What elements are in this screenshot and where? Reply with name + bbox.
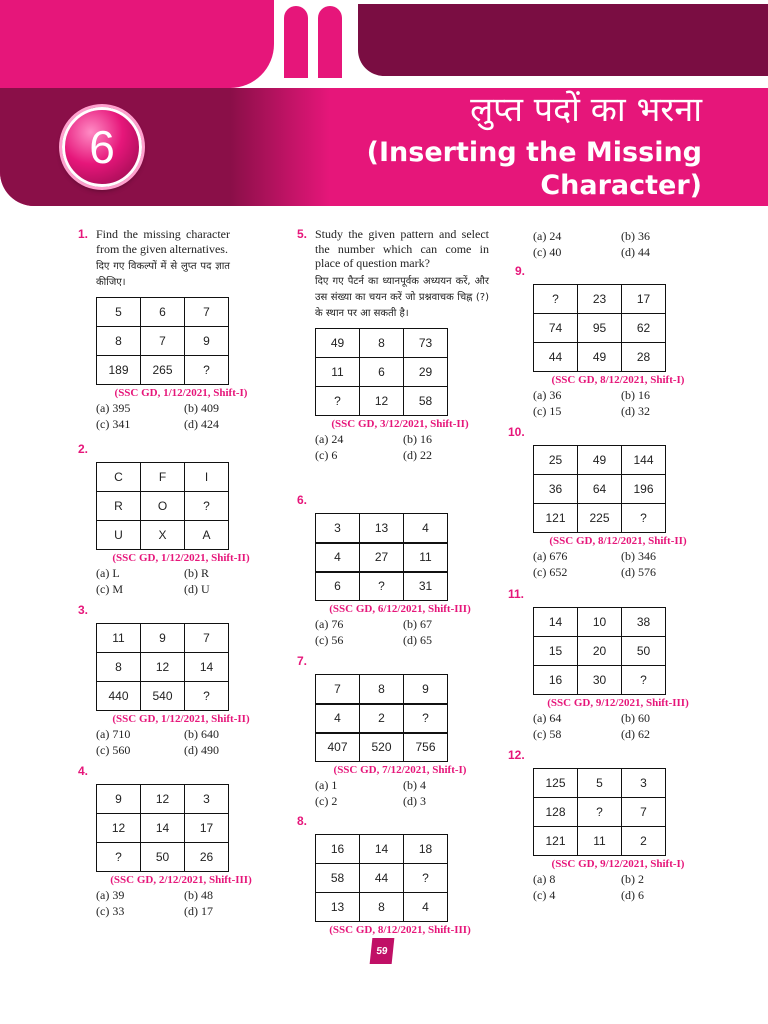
page-number-label: 59 (375, 945, 389, 957)
grid-cell: 12 (141, 653, 185, 682)
question-number: 8. (297, 814, 308, 828)
option-c[interactable]: (c) 15 (533, 404, 562, 418)
grid-cell: ? (185, 682, 229, 711)
question-number: 11. (508, 587, 525, 601)
option-a[interactable]: (a) 64 (533, 711, 562, 725)
option-d[interactable]: (d) 22 (403, 447, 432, 462)
option-d[interactable]: (d) U (184, 582, 210, 596)
option-b[interactable]: (b) 48 (184, 888, 213, 902)
grid-cell: 25 (534, 446, 578, 475)
grid-cell: 121 (534, 504, 578, 533)
question-text: Study the given pattern and select the number which can come in place of question mark? (315, 227, 489, 270)
answer-options (533, 871, 708, 903)
grid-cell: A (185, 521, 229, 550)
grid-cell: 6 (360, 357, 404, 386)
grid-cell: 9 (404, 675, 448, 704)
question-source: (SSC GD, 8/12/2021, Shift-I) (551, 374, 685, 386)
grid-cell: 8 (97, 653, 141, 682)
grid-cell: 38 (622, 608, 666, 637)
answer-options (315, 616, 487, 648)
grid-cell: 64 (578, 475, 622, 504)
option-b[interactable]: (b) 640 (184, 727, 219, 741)
grid-cell: 49 (316, 328, 360, 357)
answer-options (96, 565, 268, 597)
grid-cell: 29 (404, 357, 448, 386)
option-b[interactable]: (b) R (184, 566, 209, 580)
grid-cell: ? (622, 666, 666, 695)
question-12 (508, 748, 708, 903)
grid-cell: ? (185, 492, 229, 521)
option-a[interactable]: (a) 76 (315, 617, 344, 631)
question-source: (SSC GD, 6/12/2021, Shift-III) (329, 603, 471, 615)
grid-cell: 14 (141, 814, 185, 843)
grid-cell: I (185, 463, 229, 492)
question-text: Find the missing character from the given alternatives. (96, 227, 230, 256)
option-a[interactable]: (a) 710 (96, 727, 131, 741)
grid-cell: 3 (316, 514, 360, 543)
grid-cell: C (97, 463, 141, 492)
question-number: 9. (515, 264, 526, 278)
grid-cell: 44 (360, 864, 404, 893)
grid-cell: 73 (404, 328, 448, 357)
grid-cell: 18 (404, 835, 448, 864)
question-source: (SSC GD, 8/12/2021, Shift-III) (329, 924, 471, 936)
question-number: 12. (508, 748, 525, 762)
question-4 (78, 764, 268, 919)
grid-cell: ? (578, 798, 622, 827)
option-a[interactable]: (a) 36 (533, 388, 562, 402)
grid-cell: ? (185, 356, 229, 385)
option-b[interactable]: (b) 2 (621, 872, 644, 886)
option-c[interactable]: (c) 40 (533, 245, 562, 259)
grid-cell: 8 (360, 893, 404, 922)
grid-cell: 11 (316, 357, 360, 386)
question-number: 1. (78, 227, 89, 241)
grid-cell: 3 (185, 785, 229, 814)
grid-cell: 265 (141, 356, 185, 385)
grid-cell: 144 (622, 446, 666, 475)
grid-cell: 36 (534, 475, 578, 504)
header-banner-right (358, 4, 768, 76)
question-1 (78, 227, 248, 432)
page-number (370, 938, 395, 964)
question-8-options (533, 228, 713, 260)
answer-options (533, 710, 708, 742)
grid-cell: 7 (622, 798, 666, 827)
grid-cell: 407 (316, 733, 360, 762)
option-d[interactable]: (d) 32 (621, 404, 650, 418)
grid-cell: 23 (578, 285, 622, 314)
grid-cell: 756 (404, 733, 448, 762)
option-d[interactable]: (d) 65 (403, 633, 432, 647)
option-a[interactable]: (a) 1 (315, 778, 338, 792)
answer-options (315, 431, 489, 463)
option-c[interactable]: (c) 2 (315, 794, 338, 808)
question-source: (SSC GD, 3/12/2021, Shift-II) (331, 417, 469, 430)
grid-cell: 17 (622, 285, 666, 314)
option-c[interactable]: (c) 56 (315, 633, 344, 647)
option-b[interactable]: (b) 16 (621, 388, 650, 402)
answer-options (533, 387, 715, 419)
grid-cell: 5 (578, 769, 622, 798)
option-c[interactable]: (c) 652 (533, 565, 568, 579)
grid-cell: 9 (97, 785, 141, 814)
option-d[interactable]: (d) 3 (403, 794, 426, 808)
grid-cell: 520 (360, 733, 404, 762)
grid-cell: 17 (185, 814, 229, 843)
grid-cell: 6 (141, 298, 185, 327)
question-10 (508, 425, 708, 580)
question-11 (508, 587, 708, 742)
grid-cell: 5 (97, 298, 141, 327)
grid-cell: 196 (622, 475, 666, 504)
grid-cell: 12 (141, 785, 185, 814)
question-grid (315, 328, 448, 416)
question-grid (315, 674, 448, 762)
header-banner-left (0, 0, 274, 88)
grid-cell: 20 (578, 637, 622, 666)
option-d[interactable]: (d) 424 (184, 417, 219, 431)
chapter-title-english: (Inserting the Missing Character) (366, 137, 702, 201)
grid-cell: ? (404, 864, 448, 893)
grid-cell: X (141, 521, 185, 550)
grid-cell: 540 (141, 682, 185, 711)
option-b[interactable]: (b) 36 (621, 229, 650, 243)
grid-cell: 30 (578, 666, 622, 695)
question-3 (78, 603, 268, 758)
question-source: (SSC GD, 1/12/2021, Shift-II) (112, 713, 250, 725)
grid-cell: 58 (316, 864, 360, 893)
answer-options (315, 777, 487, 809)
option-b[interactable]: (b) 4 (403, 778, 426, 792)
option-a[interactable]: (a) 676 (533, 549, 568, 563)
question-8 (297, 814, 487, 937)
grid-cell: 14 (185, 653, 229, 682)
grid-cell: 189 (97, 356, 141, 385)
grid-cell: 50 (141, 843, 185, 872)
grid-cell: 440 (97, 682, 141, 711)
grid-cell: 10 (578, 608, 622, 637)
grid-cell: 31 (404, 572, 448, 601)
option-d[interactable]: (d) 490 (184, 743, 219, 757)
grid-cell: 9 (141, 624, 185, 653)
grid-cell: ? (404, 704, 448, 733)
grid-cell: 4 (404, 893, 448, 922)
grid-cell: 121 (534, 827, 578, 856)
grid-cell: O (141, 492, 185, 521)
question-6 (297, 493, 487, 648)
question-9 (515, 264, 715, 419)
option-b[interactable]: (b) 346 (621, 549, 656, 563)
option-a[interactable]: (a) 24 (533, 229, 562, 243)
grid-cell: ? (534, 285, 578, 314)
option-b[interactable]: (b) 16 (403, 431, 432, 446)
grid-cell: 11 (404, 543, 448, 572)
option-d[interactable]: (d) 6 (621, 888, 644, 902)
grid-cell: 27 (360, 543, 404, 572)
grid-cell: 4 (316, 543, 360, 572)
grid-cell: 7 (316, 675, 360, 704)
grid-cell: 9 (185, 327, 229, 356)
grid-cell: 2 (360, 704, 404, 733)
grid-cell: 49 (578, 446, 622, 475)
question-grid (533, 768, 666, 856)
answer-options (96, 400, 230, 432)
question-number: 6. (297, 493, 308, 507)
grid-cell: 6 (316, 572, 360, 601)
option-a[interactable]: (a) 395 (96, 401, 131, 415)
option-d[interactable]: (d) 17 (184, 904, 213, 918)
question-grid (315, 513, 448, 601)
question-7 (297, 654, 487, 809)
grid-cell: 14 (360, 835, 404, 864)
question-source: (SSC GD, 8/12/2021, Shift-II) (549, 535, 687, 547)
grid-cell: 58 (404, 386, 448, 415)
question-grid (96, 784, 229, 872)
grid-cell: 2 (622, 827, 666, 856)
question-source: (SSC GD, 1/12/2021, Shift-II) (112, 552, 250, 564)
grid-cell: 3 (622, 769, 666, 798)
grid-cell: 125 (534, 769, 578, 798)
grid-cell: 8 (360, 675, 404, 704)
question-text-hindi: दिए गए पैटर्न का ध्यानपूर्वक अध्ययन करें, और उस संख्या का चयन करें जो प्रश्नवाचक चिह्न (?) के स्थान पर आ सकती है। (315, 275, 489, 319)
option-c[interactable]: (c) 560 (96, 743, 131, 757)
header-title-band-gradient (230, 88, 330, 206)
header-bar (318, 6, 342, 78)
option-a[interactable]: (a) 39 (96, 888, 125, 902)
grid-cell: 7 (141, 327, 185, 356)
grid-cell: 4 (316, 704, 360, 733)
grid-cell: U (97, 521, 141, 550)
question-grid (96, 462, 229, 550)
grid-cell: 16 (534, 666, 578, 695)
grid-cell: 62 (622, 314, 666, 343)
grid-cell: 14 (534, 608, 578, 637)
question-source: (SSC GD, 2/12/2021, Shift-III) (110, 874, 252, 886)
chapter-number: 6 (89, 121, 115, 173)
grid-cell: ? (622, 504, 666, 533)
grid-cell: 8 (97, 327, 141, 356)
option-b[interactable]: (b) 67 (403, 617, 432, 631)
grid-cell: 95 (578, 314, 622, 343)
grid-cell: 16 (316, 835, 360, 864)
question-grid (96, 623, 229, 711)
option-a[interactable]: (a) 24 (315, 431, 344, 446)
grid-cell: 12 (97, 814, 141, 843)
grid-cell: 11 (578, 827, 622, 856)
grid-cell: 28 (622, 343, 666, 372)
grid-cell: 8 (360, 328, 404, 357)
grid-cell: 50 (622, 637, 666, 666)
grid-cell: 13 (360, 514, 404, 543)
question-number: 3. (78, 603, 89, 617)
question-grid (533, 445, 666, 533)
grid-cell: ? (360, 572, 404, 601)
option-a[interactable]: (a) L (96, 566, 120, 580)
grid-cell: 49 (578, 343, 622, 372)
grid-cell: 128 (534, 798, 578, 827)
question-number: 2. (78, 442, 89, 456)
question-number: 7. (297, 654, 308, 668)
question-5 (297, 227, 489, 463)
grid-cell: 7 (185, 298, 229, 327)
grid-cell: 7 (185, 624, 229, 653)
option-d[interactable]: (d) 62 (621, 727, 650, 741)
grid-cell: 74 (534, 314, 578, 343)
answer-options (533, 548, 708, 580)
answer-options (96, 726, 268, 758)
option-a[interactable]: (a) 8 (533, 872, 556, 886)
option-c[interactable]: (c) M (96, 582, 123, 596)
option-c[interactable]: (c) 4 (533, 888, 556, 902)
question-grid (96, 297, 229, 385)
grid-cell: 12 (360, 386, 404, 415)
grid-cell: 13 (316, 893, 360, 922)
question-source: (SSC GD, 9/12/2021, Shift-III) (547, 697, 689, 709)
grid-cell: 15 (534, 637, 578, 666)
header-bar (284, 6, 308, 78)
option-d[interactable]: (d) 44 (621, 245, 650, 259)
chapter-number-badge (62, 107, 142, 187)
question-grid (533, 607, 666, 695)
grid-cell: ? (316, 386, 360, 415)
option-b[interactable]: (b) 60 (621, 711, 650, 725)
question-source: (SSC GD, 1/12/2021, Shift-I) (114, 387, 248, 399)
grid-cell: F (141, 463, 185, 492)
question-source: (SSC GD, 7/12/2021, Shift-I) (333, 764, 467, 776)
question-number: 4. (78, 764, 89, 778)
grid-cell: 44 (534, 343, 578, 372)
option-d[interactable]: (d) 576 (621, 565, 656, 579)
question-number: 10. (508, 425, 525, 439)
answer-options (96, 887, 268, 919)
grid-cell: 4 (404, 514, 448, 543)
grid-cell: ? (97, 843, 141, 872)
grid-cell: 11 (97, 624, 141, 653)
question-source: (SSC GD, 9/12/2021, Shift-I) (551, 858, 685, 870)
question-text-hindi: दिए गए विकल्पों में से लुप्त पद ज्ञात कीजिए। (96, 261, 230, 288)
answer-options (533, 228, 713, 260)
option-c[interactable]: (c) 58 (533, 727, 562, 741)
question-2 (78, 442, 268, 597)
option-c[interactable]: (c) 6 (315, 447, 338, 462)
option-c[interactable]: (c) 33 (96, 904, 125, 918)
grid-cell: 26 (185, 843, 229, 872)
question-number: 5. (297, 227, 308, 241)
grid-cell: R (97, 492, 141, 521)
option-b[interactable]: (b) 409 (184, 401, 219, 415)
option-c[interactable]: (c) 341 (96, 417, 131, 431)
question-grid (315, 834, 448, 922)
grid-cell: 225 (578, 504, 622, 533)
question-grid (533, 284, 666, 372)
chapter-title-hindi: लुप्त पदों का भरना (470, 90, 702, 130)
